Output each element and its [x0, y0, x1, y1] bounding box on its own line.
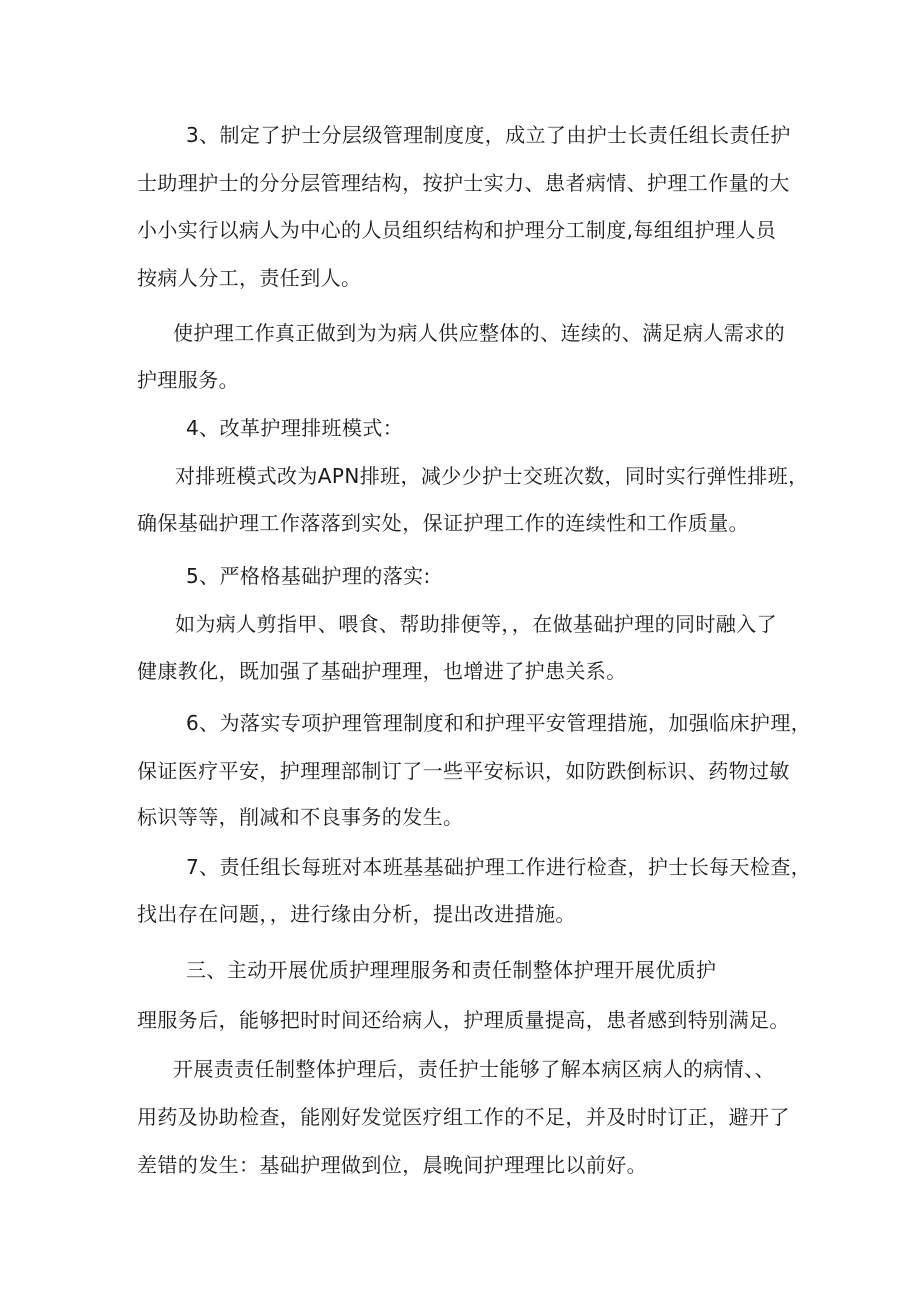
text-line: 标识等等，削减和不良事务的发生。	[137, 805, 464, 829]
text-line: 健康教化，既加强了基础护理理，也增进了护患关系。	[137, 659, 627, 683]
text-line: 3、制定了护士分层级管理制度度，成立了由护士长责任组长责任护	[186, 123, 791, 147]
text-line: 确保基础护理工作落落到实处，保证护理工作的连续性和工作质量。	[137, 511, 749, 535]
section-heading: 三、主动开展优质护理理服务和责任制整体护理开展优质护	[186, 958, 717, 982]
text-line: 如为病人剪指甲、喂食、帮助排便等，，在做基础护理的同时融入了	[175, 612, 777, 636]
section-heading: 4、改革护理排班模式：	[186, 416, 404, 440]
text-line: 开展责责任制整体护理后，责任护士能够了解本病区病人的病情、、	[173, 1057, 775, 1081]
text-line: 理服务后，能够把时时间还给病人，护理质量提高，患者感到特别满足。	[137, 1008, 790, 1032]
text-line: 士助理护士的分分层管理结构，按护士实力、患者病情、护理工作量的大	[137, 171, 790, 195]
text-line: 找出存在问题，，进行缘由分析，提出改进措施。	[137, 902, 576, 926]
section-heading: 5、严格格基础护理的落实:	[186, 564, 431, 588]
text-line: 7、责任组长每班对本班基基础护理工作进行检查，护士长每天检查，	[186, 855, 812, 879]
text-line: 使护理工作真正做到为为病人供应整体的、连续的、满足病人需求的	[173, 321, 785, 345]
text-line: 小小实行以病人为中心的人员组织结构和护理分工制度,每组组护理人员	[137, 218, 777, 242]
text-line: 差错的发生：基础护理做到位，晨晚间护理理比以前好。	[137, 1153, 647, 1177]
text-line: 用药及协助检查，能刚好发觉医疗组工作的不足，并及时时订正，避开了	[137, 1105, 790, 1129]
text-line: 对排班模式改为APN排班，减少少护士交班次数，同时实行弹性排班，	[175, 464, 809, 488]
text-line: 保证医疗平安，护理理部制订了一些平安标识，如防跌倒标识、药物过敏	[137, 759, 790, 783]
text-line: 按病人分工，责任到人。	[137, 266, 362, 290]
text-line: 6、为落实专项护理管理制度和和护理平安管理措施，加强临床护理，	[186, 711, 812, 735]
text-line: 护理服务。	[137, 368, 239, 392]
